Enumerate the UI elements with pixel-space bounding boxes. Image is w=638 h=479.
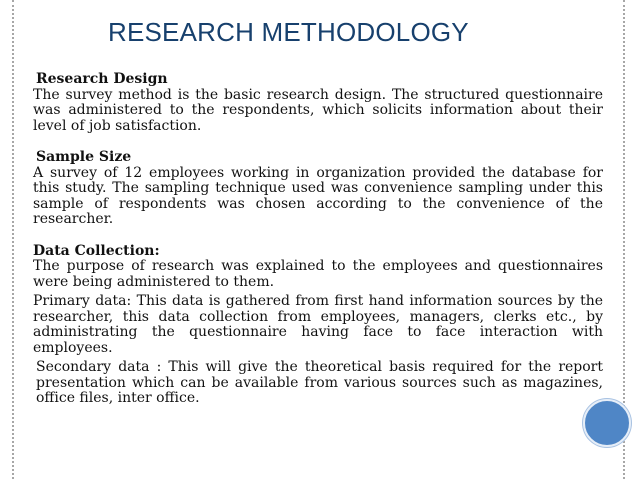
research-design-heading: Research Design [36, 71, 168, 87]
left-dotted-border [12, 0, 14, 479]
primary-data-text: Primary data: This data is gathered from first hand information sources by the researcher, this data collection from employees, managers, clerks etc., by administrating the questionnaire having face to face interaction with employees. [33, 293, 603, 356]
slide-title: RESEARCH METHODOLOGY [108, 17, 469, 47]
data-collection-heading: Data Collection: [33, 242, 160, 259]
slide-content [33, 72, 603, 407]
sample-size-text: A survey of 12 employees working in organization provided the database for this study. The sampling technique used was convenience sampling under this sample of respondents was chosen according to the convenience of the researcher. [33, 164, 603, 227]
secondary-data-text: Secondary data : This will give the theoretical basis required for the report presentation which can be available from various sources such as magazines, office files, inter office. [36, 359, 603, 406]
research-design-text: The survey method is the basic research design. The structured questionnaire was administered to the respondents, which solicits information about their level of job satisfaction. [33, 86, 603, 134]
slide-number-circle [583, 399, 631, 447]
data-collection-text: The purpose of research was explained to the employees and questionnaires were being administered to them. [33, 258, 603, 290]
sample-size-heading: Sample Size [36, 149, 132, 165]
